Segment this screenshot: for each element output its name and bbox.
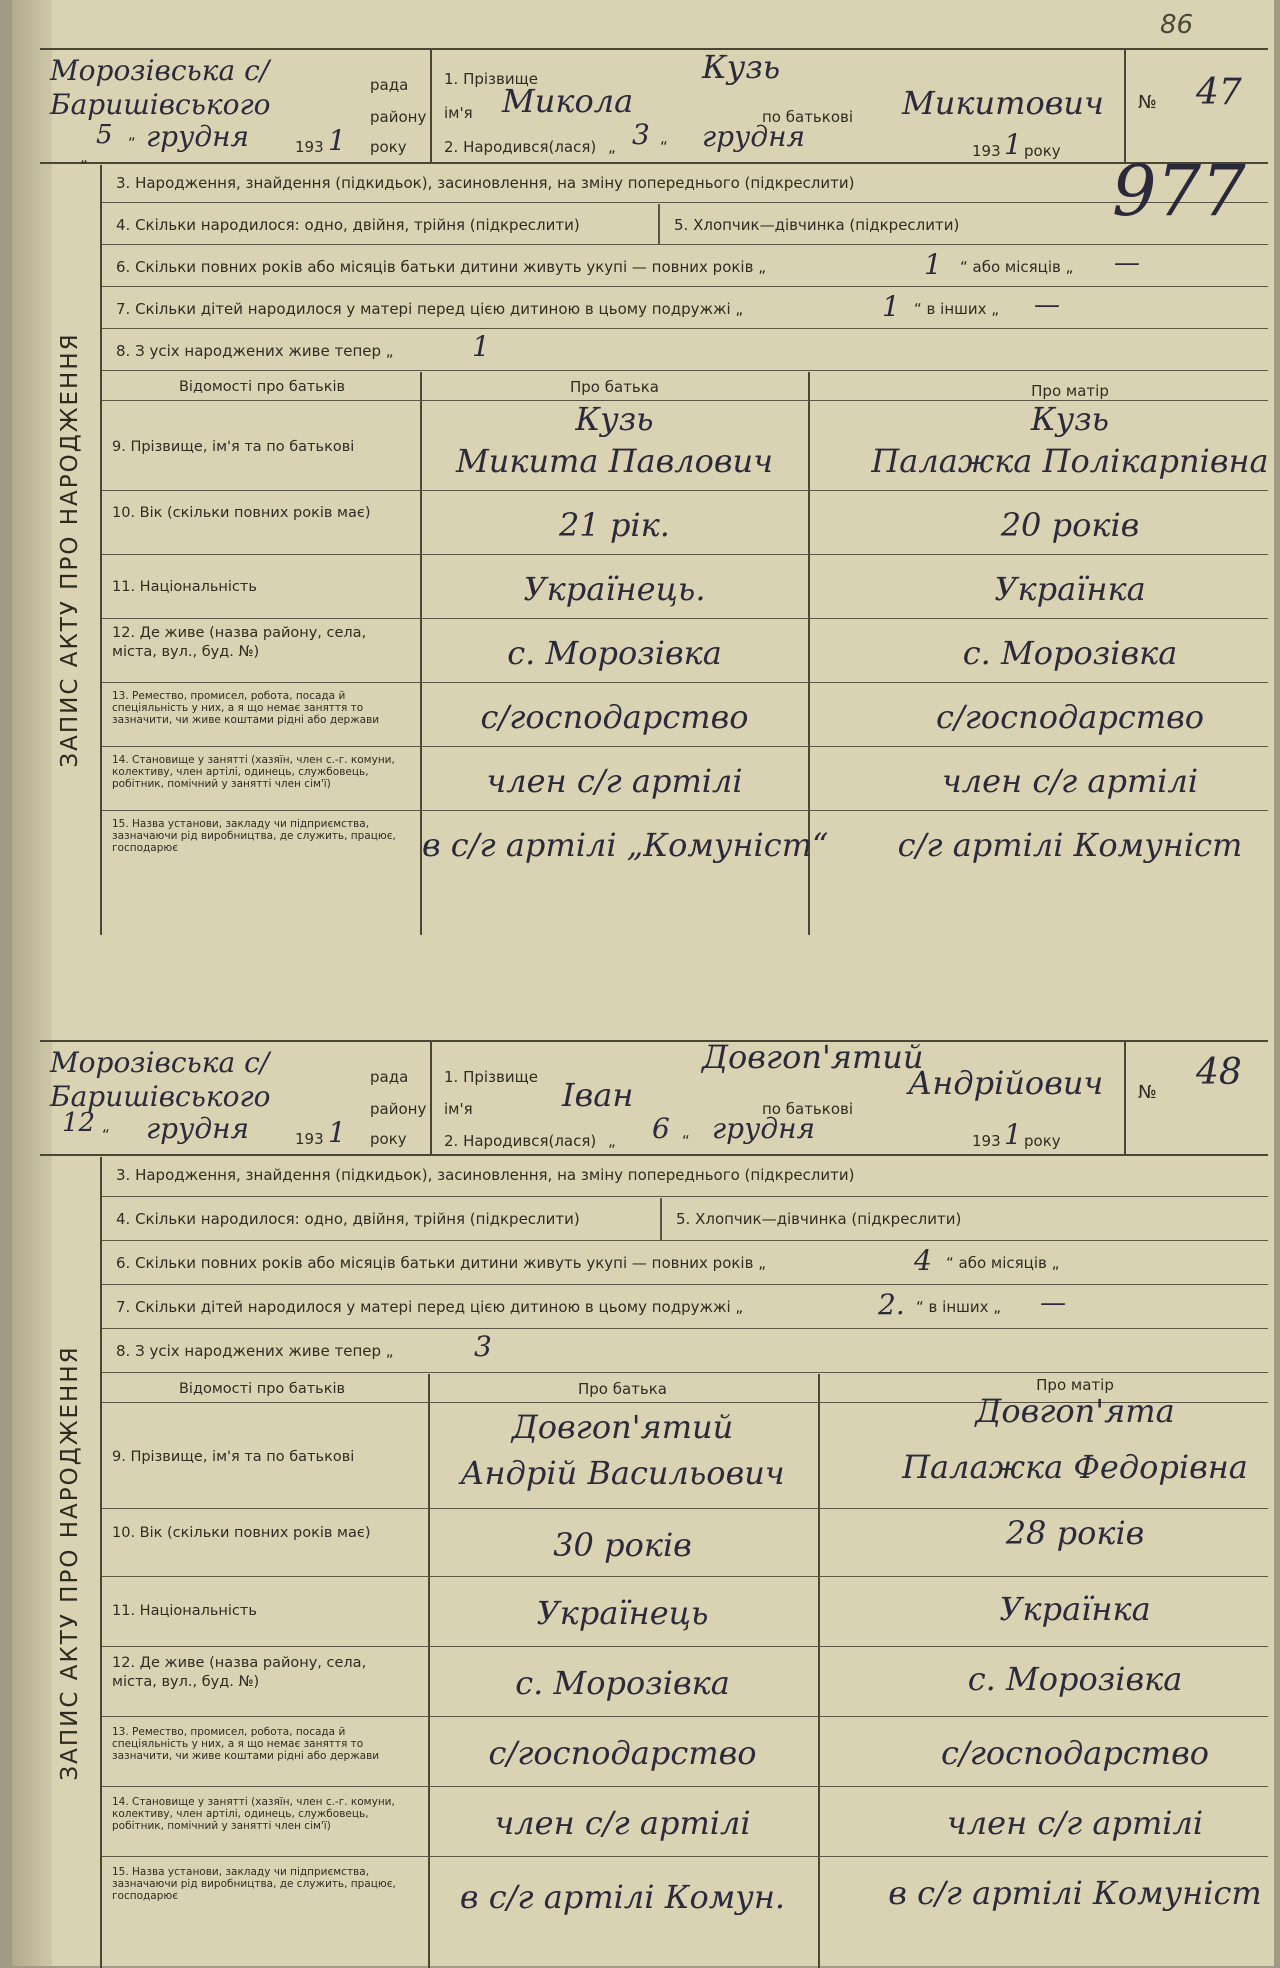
- row-14-status: 14. Становище у занятті (хазяїн, член с.-г. комуни, колективу, член артілі, одинець, службовець, робітник, помічний у занятті член сім'ї) член с/г артілі член с/г артілі: [102, 748, 1268, 811]
- header-registry-box: Морозівська с/ рада Баришівського району „ 5 “ грудня 193 1 року: [40, 50, 432, 162]
- patronymic-value: Микитович: [902, 84, 1104, 122]
- field-8-row: 8. З усіх народжених живе тепер „ 3: [102, 1330, 1268, 1373]
- field-3-row: 3. Народження, знайдення (підкидьок), засиновлення, на зміну попереднього (підкреслити): [102, 1154, 1268, 1197]
- born-day: 3: [632, 118, 650, 151]
- reg-month: грудня: [146, 1112, 250, 1145]
- field-6-row: 6. Скільки повних років або місяців батьки дитини живуть укупі — повних років „ 1 “ або місяців „ —: [102, 246, 1268, 287]
- born-day: 6: [652, 1112, 670, 1145]
- number-label: №: [1138, 1082, 1157, 1103]
- rada-label: рада: [370, 1068, 409, 1086]
- name-label: ім'я: [444, 1100, 473, 1118]
- reg-month: грудня: [146, 120, 250, 153]
- name-value: Іван: [562, 1076, 634, 1114]
- row-9-fullname: 9. Прізвище, ім'я та по батькові Довгоп'ятий Андрій Васильович Довгоп'ята Палажка Федорівна: [102, 1404, 1268, 1509]
- reg-year-prefix: 193: [295, 1130, 324, 1148]
- number-value: 48: [1196, 1052, 1242, 1093]
- rayon-value: Баришівського: [50, 1080, 271, 1113]
- header-registry-box: Морозівська с/ рада Баришівського району 12 “ грудня 193 1 року: [40, 1042, 432, 1154]
- reg-year-prefix: 193: [295, 138, 324, 156]
- surname-value: Кузь: [702, 48, 781, 86]
- row-12-residence: 12. Де живе (назва району, села, міста, вул., буд. №) с. Морозівка с. Морозівка: [102, 620, 1268, 683]
- reg-year-value: 1: [328, 124, 346, 157]
- parents-table: Відомості про батьків Про батька Про матір 9. Прізвище, ім'я та по батькові Довгоп'ятий Андрій Васильович Довгоп'ята Палажка Федорівна 10. Вік (скільки повних років має) 30 років 28 років 11. Національність Українець Українка 12. Де живе (назва району, села, міста, вул., буд. №) с. Морозівка с. Морозівка 13. Ремество, промисел, робота, посада й спеціяльність у них, а я що немає заняття то зазначити, чи живе коштами рідні або держави с/господарство с/господарство 14. Становище у занятті (хазяїн, член с.-г. комуни, колективу, член артілі, одинець, службовець, робітник, помічний у занятті член сім'ї) член с/г артілі член с/г артілі 15. Назва установи, закладу чи підприємства, зазначаючи рід виробництва, де служить, працює, господарює в с/г артілі Комун. в с/г артілі Комуніст: [102, 1374, 1268, 1968]
- patronymic-label: по батькові: [762, 1100, 854, 1118]
- vertical-section-label: ЗАПИС АКТУ ПРО НАРОДЖЕННЯ: [40, 1157, 102, 1968]
- row-10-age: 10. Вік (скільки повних років має) 30 років 28 років: [102, 1510, 1268, 1577]
- rayon-label: району: [370, 108, 427, 126]
- field-4-5-row: 4. Скільки народилося: одно, двійня, трійня (підкреслити) 5. Хлопчик—дівчинка (підкреслити): [102, 1198, 1268, 1241]
- born-month: грудня: [712, 1112, 816, 1145]
- birth-record-1: [40, 48, 1268, 935]
- document-page: [12, 0, 1274, 1966]
- header-child-box: 1. Прізвище Кузь ім'я Микола по батькові Микитович 2. Народився(лася) „ 3 “ грудня 193 1 року: [432, 50, 1126, 162]
- reg-year-value: 1: [328, 1116, 346, 1149]
- born-year-suffix: року: [1024, 142, 1061, 160]
- reg-day: 5: [96, 120, 113, 150]
- number-label: №: [1138, 92, 1157, 113]
- rayon-value: Баришівського: [50, 88, 271, 121]
- header-child-box: 1. Прізвище Довгоп'ятий ім'я Іван по батькові Андрійович 2. Народився(лася) „ 6 “ грудня 193 1 року: [432, 1042, 1126, 1154]
- rada-value: Морозівська с/: [50, 54, 270, 87]
- row-11-nationality: 11. Національність Українець. Українка: [102, 556, 1268, 619]
- margin-number: 977: [1112, 150, 1246, 232]
- row-14-status: 14. Становище у занятті (хазяїн, член с.-г. комуни, колективу, член артілі, одинець, службовець, робітник, помічний у занятті член сім'ї) член с/г артілі член с/г артілі: [102, 1788, 1268, 1857]
- record-header: [40, 50, 1268, 164]
- born-year-suffix: року: [1024, 1132, 1061, 1150]
- row-13-occupation: 13. Ремество, промисел, робота, посада й спеціяльність у них, а я що немає заняття то зазначити, чи живе коштами рідні або держави с/господарство с/господарство: [102, 1718, 1268, 1787]
- born-year-prefix: 193: [972, 142, 1001, 160]
- reg-year-suffix: року: [370, 1130, 407, 1148]
- vertical-section-label: ЗАПИС АКТУ ПРО НАРОДЖЕННЯ: [40, 165, 102, 935]
- born-year-prefix: 193: [972, 1132, 1001, 1150]
- page-number: 86: [1160, 10, 1194, 40]
- reg-day: 12: [62, 1108, 96, 1138]
- row-12-residence: 12. Де живе (назва району, села, міста, вул., буд. №) с. Морозівка с. Морозівка: [102, 1648, 1268, 1717]
- field-3-row: 3. Народження, знайдення (підкидьок), засиновлення, на зміну попереднього (підкреслити) 977: [102, 162, 1268, 203]
- row-10-age: 10. Вік (скільки повних років має) 21 рік. 20 років: [102, 492, 1268, 555]
- born-label: 2. Народився(лася): [444, 1132, 597, 1150]
- field-6-row: 6. Скільки повних років або місяців батьки дитини живуть укупі — повних років „ 4 “ або місяців „: [102, 1242, 1268, 1285]
- number-value: 47: [1196, 72, 1242, 113]
- born-label: 2. Народився(лася): [444, 138, 597, 156]
- born-month: грудня: [702, 120, 806, 153]
- row-11-nationality: 11. Національність Українець Українка: [102, 1578, 1268, 1647]
- surname-label: 1. Прізвище: [444, 1068, 538, 1086]
- header-number-box: [1126, 50, 1268, 162]
- row-15-workplace: 15. Назва установи, закладу чи підприємства, зазначаючи рід виробництва, де служить, працює, господарює в с/г артілі Комун. в с/г артілі Комуніст: [112, 1866, 1262, 1916]
- surname-value: Довгоп'ятий: [702, 1038, 924, 1076]
- born-year-value: 1: [1004, 1118, 1022, 1151]
- rada-value: Морозівська с/: [50, 1046, 270, 1079]
- name-label: ім'я: [444, 104, 473, 122]
- born-year-value: 1: [1004, 128, 1022, 161]
- parents-table: Відомості про батьків Про батька Про матір 9. Прізвище, ім'я та по батькові Кузь Микита Павлович Кузь Палажка Полікарпівна 10. Вік (скільки повних років має) 21 рік. 20 років 11. Національність Українець. Українка 12. Де живе (назва району, села, міста, вул., буд. №) с. Морозівка с. Морозівка 13. Ремество, промисел, робота, посада й спеціяльність у них, а я що немає заняття то зазначити, чи живе коштами рідні або держави с/господарство с/господарство 14. Становище у занятті (хазяїн, член с.-г. комуни, колективу, член артілі, одинець, службовець, робітник, помічний у занятті член сім'ї) член с/г артілі член с/г артілі 15. Назва установи, закладу чи підприємства, зазначаючи рід виробництва, де служить, працює, господарює в с/г артілі „Комуніст“ с/г артілі Комуніст: [102, 372, 1268, 935]
- field-7-row: 7. Скільки дітей народилося у матері перед цією дитиною в цьому подружжі „ 1 “ в інших „ —: [102, 288, 1268, 329]
- rada-label: рада: [370, 76, 409, 94]
- name-value: Микола: [502, 82, 634, 120]
- record-header: [40, 1038, 1268, 1156]
- surname-label: 1. Прізвище: [444, 70, 538, 88]
- row-13-occupation: 13. Ремество, промисел, робота, посада й спеціяльність у них, а я що немає заняття то зазначити, чи живе коштами рідні або держави с/господарство с/господарство: [102, 684, 1268, 747]
- field-8-row: 8. З усіх народжених живе тепер „ 1: [102, 330, 1268, 371]
- reg-year-suffix: року: [370, 138, 407, 156]
- patronymic-value: Андрійович: [908, 1064, 1104, 1102]
- row-9-fullname: 9. Прізвище, ім'я та по батькові Кузь Микита Павлович Кузь Палажка Полікарпівна: [102, 402, 1268, 491]
- birth-record-2: [40, 1040, 1268, 1968]
- patronymic-label: по батькові: [762, 108, 854, 126]
- field-7-row: 7. Скільки дітей народилося у матері перед цією дитиною в цьому подружжі „ 2. “ в інших „ —: [102, 1286, 1268, 1329]
- field-4-5-row: 4. Скільки народилося: одно, двійня, трійня (підкреслити) 5. Хлопчик—дівчинка (підкреслити): [102, 204, 1268, 245]
- header-number-box: [1126, 1042, 1268, 1154]
- row-15-workplace: 15. Назва установи, закладу чи підприємства, зазначаючи рід виробництва, де служить, працює, господарює в с/г артілі „Комуніст“ с/г артілі Комуніст: [112, 818, 1243, 864]
- rayon-label: району: [370, 1100, 427, 1118]
